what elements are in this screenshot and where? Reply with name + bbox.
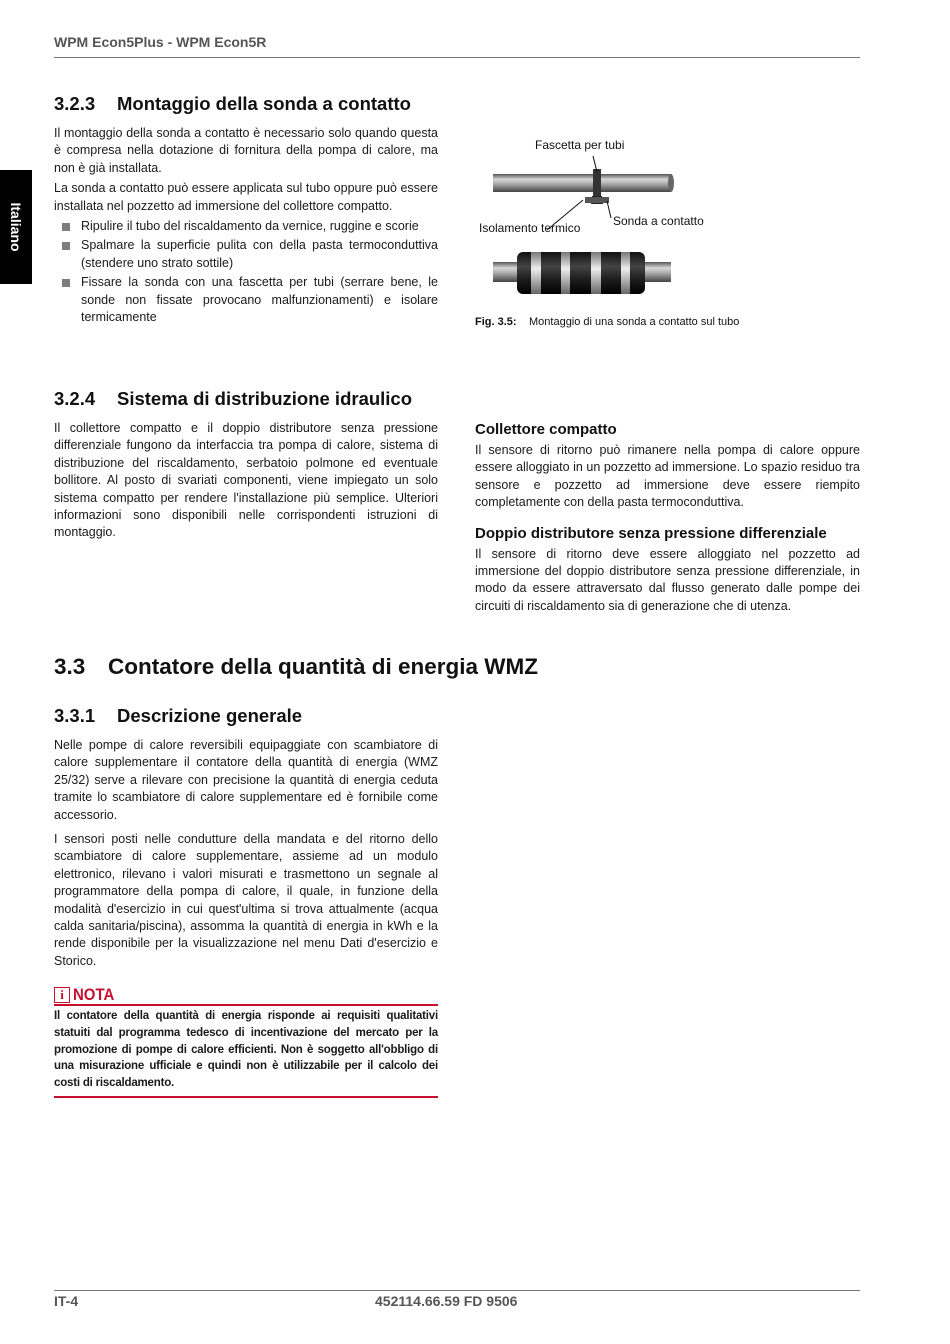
paragraph: Nelle pompe di calore reversibili equipaggiate con scambiatore di calore supplementare il contatore della quantità di energia (WMZ 25/32) serve a rilevare con precisione la quantità di energia ceduta tramite lo scambiatore di calore supplementare ed è fornibile come accessorio.	[54, 738, 438, 822]
paragraph: Il collettore compatto e il doppio distributore senza pressione differenziale fungono da interfaccia tra pompa di calore, sistema di distribuzione del riscaldamento, serbatoio polmone ed eventuale bollitore. Al posto di svariati componenti, viene impiegato un solo sistema compatto per rendere l'installazione più semplice. Ulteriori informazioni sono disponibili nelle corrispondenti istruzioni di montaggio.	[54, 421, 438, 540]
chapter-heading	[54, 654, 860, 680]
square-bullet-icon	[62, 223, 70, 231]
paragraph: I sensori posti nelle condutture della mandata e del ritorno dello scambiatore di calore supplementare, assieme ad un modulo elettronico, rilevano i valori misurati e trasmettono un segnale al programmatore della pompa di calore, il quale, in funzione della modalità d'esercizio in cui quest'ultima si trova attualmente (acqua calda sanitaria/piscina), assomma la quantità di energia in kWh e la rende disponibile per la visualizzazione nel menu Dati d'esercizio e Storico.	[54, 832, 438, 968]
language-side-tab	[0, 170, 32, 284]
section-3-2-4	[54, 388, 438, 545]
paragraph: La sonda a contatto può essere applicata sul tubo oppure può essere installata nel pozzetto ad immersione del collettore compatto.	[54, 181, 438, 213]
page-footer	[54, 1290, 860, 1312]
label-contact-probe: Sonda a contatto	[613, 214, 704, 228]
bullet-list	[54, 218, 438, 326]
section-number: 3.3	[54, 654, 86, 679]
figure-number: Fig. 3.5:	[475, 316, 517, 328]
section-3-2-3	[54, 93, 438, 328]
section-heading	[54, 705, 438, 727]
section-heading	[54, 388, 438, 410]
section-heading	[54, 93, 438, 115]
subsection-title-doppio: Doppio distributore senza pressione differenziale	[475, 524, 827, 542]
section-title: Descrizione generale	[117, 705, 303, 726]
contact-probe	[585, 197, 609, 203]
list-item: Fissare la sonda con una fascetta per tubi (serrare bene, le sonde non fissate provocano malfunzionamenti) e isolare termicamente	[54, 274, 438, 326]
note-title: NOTA	[73, 985, 115, 1004]
section-number: 3.2.4	[54, 388, 96, 409]
section-title: Sistema di distribuzione idraulico	[117, 388, 413, 409]
info-icon: i	[54, 987, 70, 1003]
paragraph: Il sensore di ritorno deve essere alloggiato nel pozzetto ad immersione del doppio distributore senza pressione differenziale, in modo da essere attraversato dal flusso generato dalle pompe dei circuiti di riscaldamento sia di generazione che di utenza.	[475, 546, 860, 613]
note-box	[54, 986, 438, 1098]
page-header	[54, 34, 860, 58]
subsection-title-collettore: Collettore compatto	[475, 421, 617, 438]
section-title: Contatore della quantità di energia WMZ	[108, 654, 539, 679]
figure-caption-text: Montaggio di una sonda a contatto sul tubo	[529, 316, 740, 328]
paragraph: Il sensore di ritorno può rimanere nella pompa di calore oppure essere alloggiato in un pozzetto ad immersione. Lo spazio residuo tra sensore e pozzetto ad immersione deve essere riempito completamente con della pasta termoconduttiva.	[475, 443, 860, 510]
note-body: Il contatore della quantità di energia risponde ai requisiti qualitativi statuiti dal programma tedesco di incentivazione del mercato per la promozione di pompe di calore efficienti. Non è soggetto all'obbligo di una misurazione ufficiale e quindi non è utilizzabile per il calcolo dei costi di riscaldamento.	[54, 1006, 438, 1098]
section-3-3	[54, 654, 860, 680]
upper-pipe	[493, 174, 671, 192]
pipe-clamp	[593, 169, 601, 197]
list-item: Ripulire il tubo del riscaldamento da vernice, ruggine e scorie	[54, 218, 438, 235]
list-item: Spalmare la superficie pulita con della pasta termoconduttiva (stendere uno strato sottile)	[54, 237, 438, 272]
paragraph: Il montaggio della sonda a contatto è necessario solo quando questa è compresa nella dotazione di fornitura della pompa di calore, ma non è già installata.	[54, 126, 438, 175]
square-bullet-icon	[62, 242, 70, 250]
figure-caption	[475, 316, 739, 328]
language-label: Italiano	[8, 202, 24, 252]
note-header	[54, 986, 438, 1006]
label-thermal-insulation: Isolamento termico	[479, 221, 581, 235]
document-number: 452114.66.59 FD 9506	[375, 1293, 518, 1309]
section-3-3-1	[54, 705, 438, 973]
header-title: WPM Econ5Plus - WPM Econ5R	[54, 34, 267, 50]
square-bullet-icon	[62, 279, 70, 287]
label-pipe-clamp: Fascetta per tubi	[535, 138, 625, 152]
section-number: 3.2.3	[54, 93, 96, 114]
section-title: Montaggio della sonda a contatto	[117, 93, 411, 114]
section-number: 3.3.1	[54, 705, 96, 726]
page-number: IT-4	[54, 1293, 79, 1309]
figure-contact-probe	[475, 134, 860, 334]
distribution-subsections	[475, 421, 860, 618]
